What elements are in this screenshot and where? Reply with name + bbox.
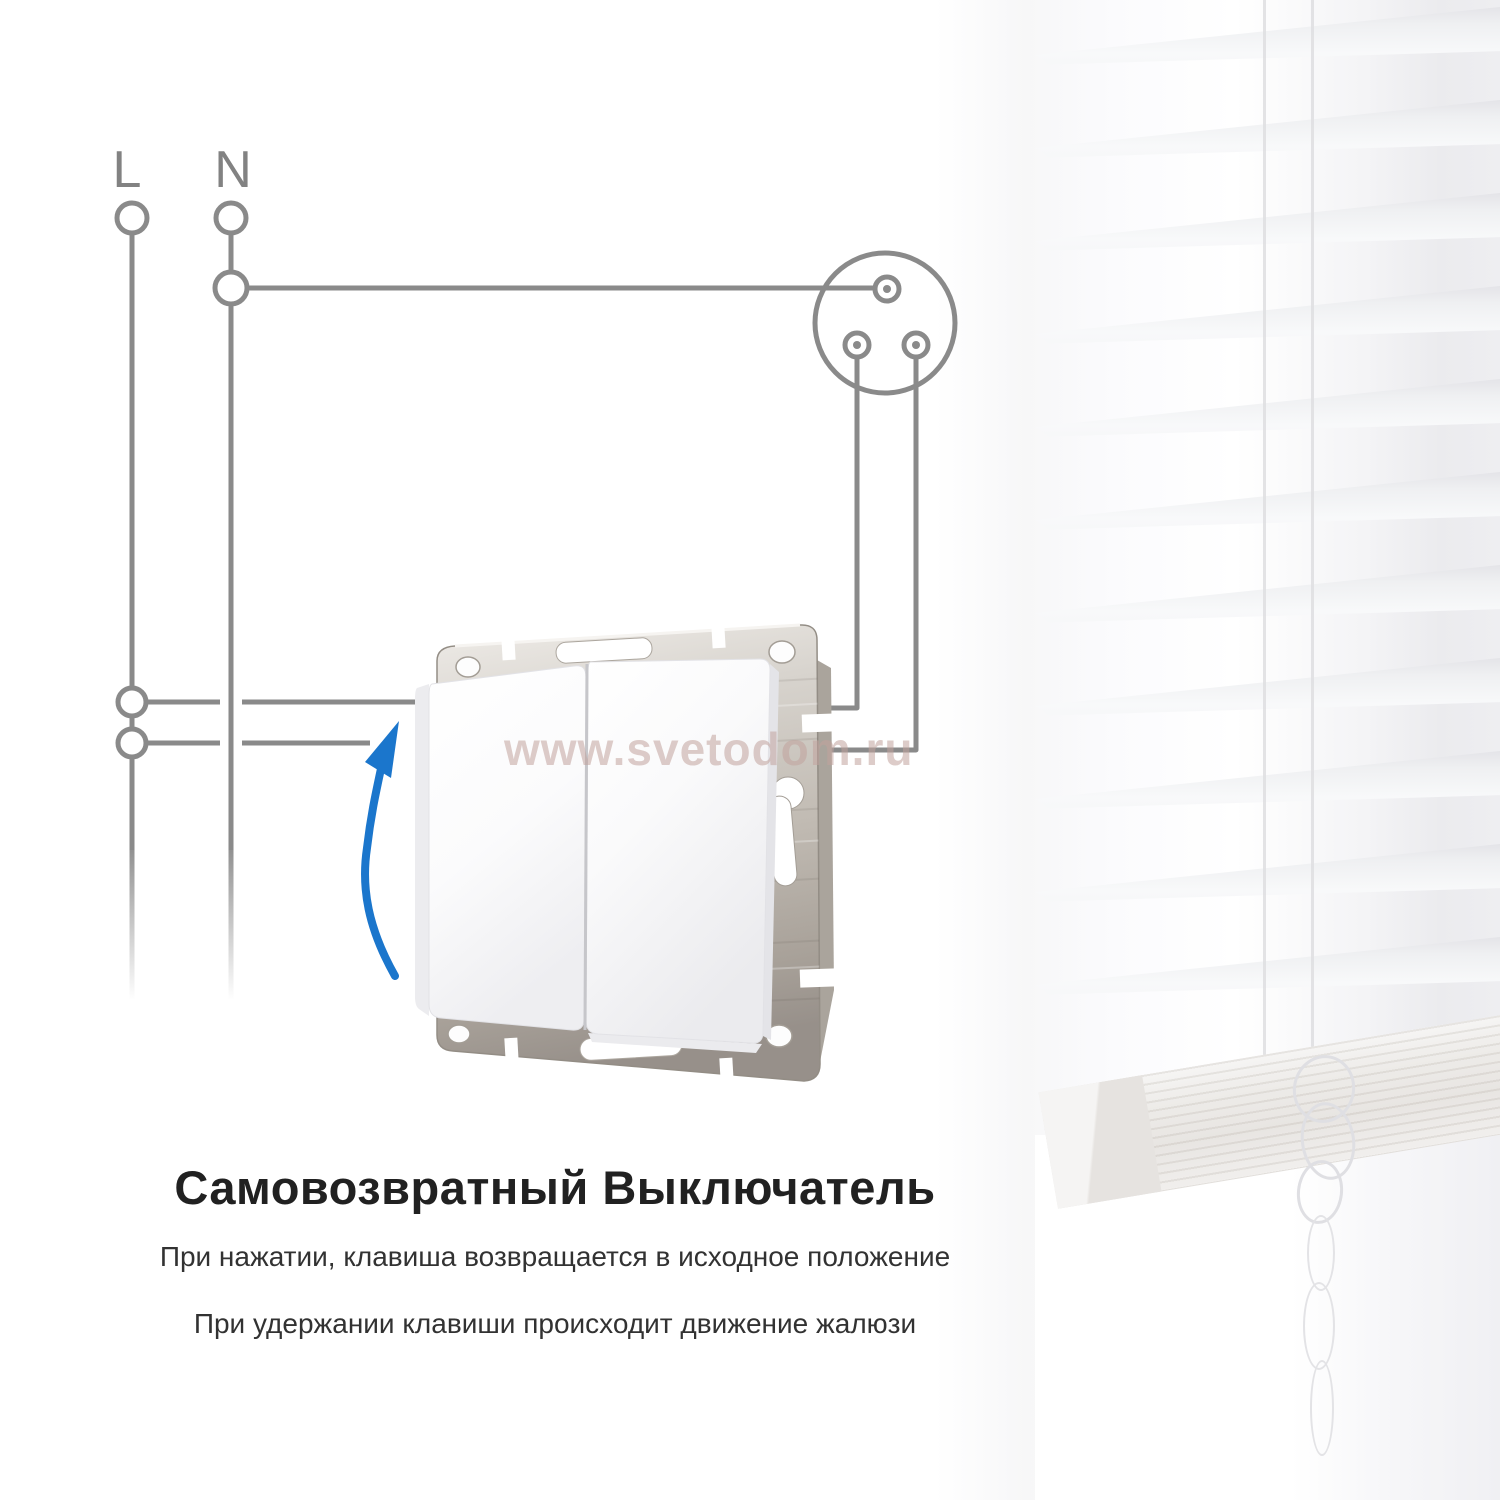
neutral-terminal-circle xyxy=(216,203,246,233)
left-key-side-face xyxy=(415,684,429,1016)
terminal-label-neutral: N xyxy=(214,141,252,199)
arrowhead xyxy=(365,721,399,778)
motor-terminal-top-dot xyxy=(883,285,891,293)
motor-wire-left xyxy=(826,357,857,708)
switch-photo xyxy=(415,625,836,1082)
mounting-hole-top-right xyxy=(769,641,795,663)
return-arrow xyxy=(365,721,399,976)
live-terminal-circle xyxy=(117,203,147,233)
watermark: www.svetodom.ru xyxy=(504,723,914,775)
neutral-junction xyxy=(215,272,247,304)
terminal-label-live: L xyxy=(112,141,142,199)
motor-wire-right xyxy=(826,357,916,750)
right-rocker-key xyxy=(586,659,770,1043)
live-junction-lower xyxy=(118,729,146,757)
live-junction-upper xyxy=(118,688,146,716)
mounting-hole-bottom-left xyxy=(448,1025,470,1043)
subtitle-line-2: При удержании клавиши происходит движение жалюзи xyxy=(193,1308,917,1339)
motor-symbol xyxy=(815,253,955,393)
product-title: Самовозвратный Выключатель xyxy=(174,1161,936,1214)
rocker-keys xyxy=(415,659,779,1053)
key-gap-line xyxy=(585,664,587,1030)
motor-terminal-left-dot xyxy=(853,341,861,349)
motor-circle xyxy=(815,253,955,393)
motor-terminal-right-dot xyxy=(912,341,920,349)
mounting-hole-top-left xyxy=(456,657,480,677)
left-rocker-key xyxy=(429,666,586,1030)
caption-block xyxy=(0,1160,1110,1340)
subtitle-line-1: При нажатии, клавиша возвращается в исходное положение xyxy=(159,1241,951,1272)
